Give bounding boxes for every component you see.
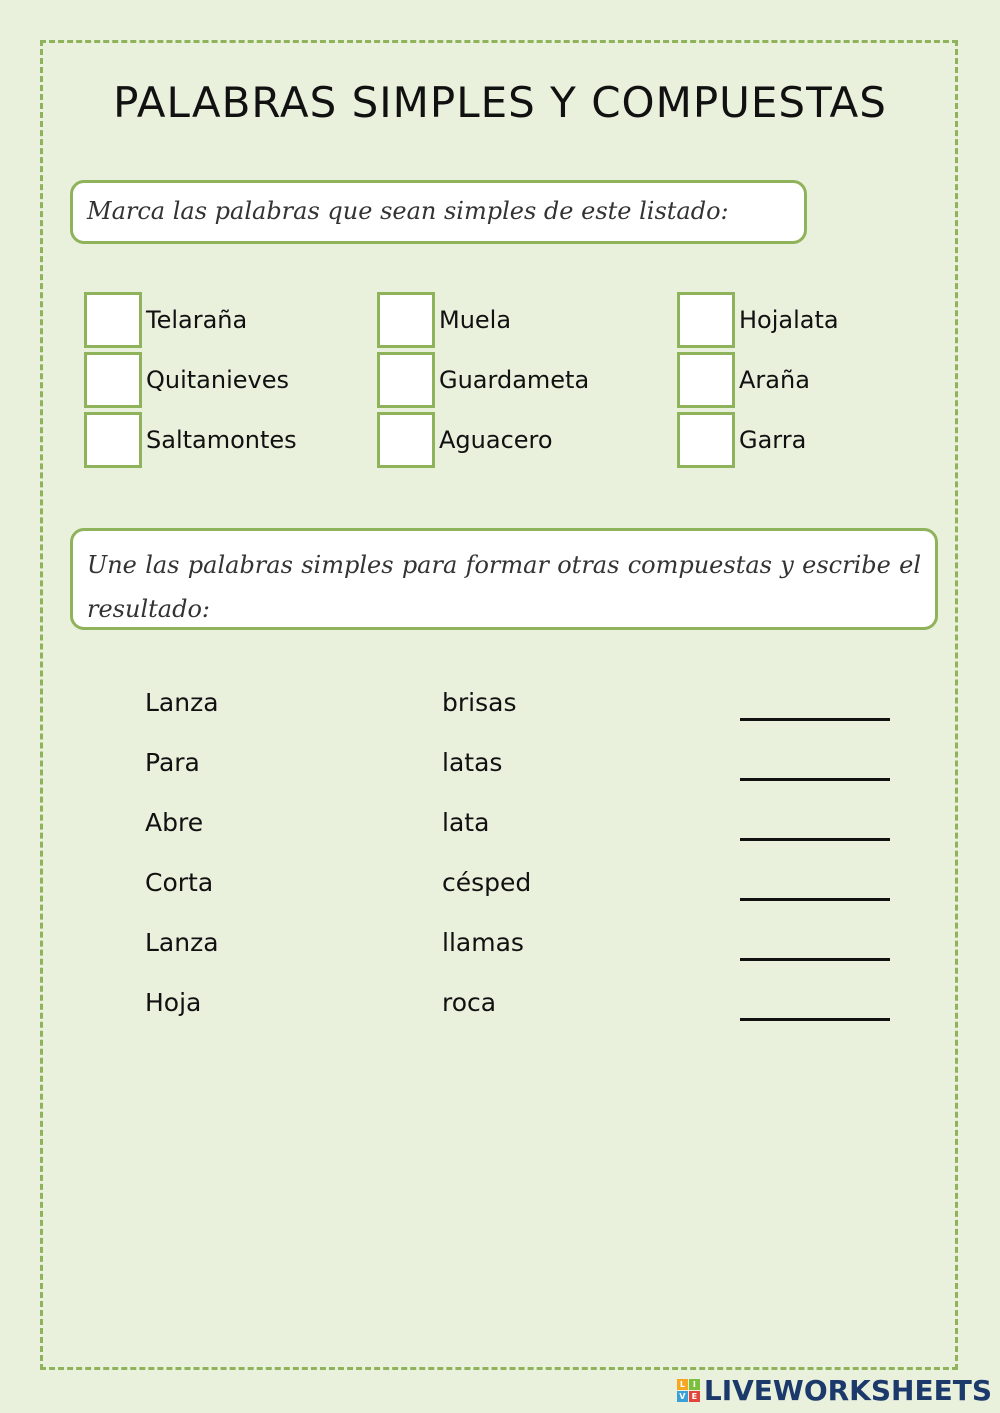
first-word: Lanza bbox=[145, 688, 219, 717]
logo-icon bbox=[677, 1379, 700, 1402]
word-label: Araña bbox=[739, 366, 810, 394]
checkbox[interactable] bbox=[377, 412, 435, 468]
logo-letter: I bbox=[689, 1379, 700, 1390]
first-word: Para bbox=[145, 748, 200, 777]
instruction-text-1: Marca las palabras que sean simples de este listado: bbox=[87, 197, 729, 225]
word-label: Hojalata bbox=[739, 306, 839, 334]
second-word: latas bbox=[442, 748, 503, 777]
word-label: Quitanieves bbox=[146, 366, 290, 394]
first-word: Hoja bbox=[145, 988, 202, 1017]
logo-letter: L bbox=[677, 1379, 688, 1390]
second-word: roca bbox=[442, 988, 497, 1017]
answer-blank[interactable] bbox=[740, 1018, 890, 1021]
word-pair-row bbox=[0, 800, 1000, 850]
first-word: Abre bbox=[145, 808, 204, 837]
checkbox[interactable] bbox=[677, 412, 735, 468]
checklist-item bbox=[84, 350, 289, 410]
word-label: Muela bbox=[439, 306, 512, 334]
answer-blank[interactable] bbox=[740, 838, 890, 841]
word-label: Aguacero bbox=[439, 426, 553, 454]
checklist-item bbox=[677, 290, 839, 350]
word-label: Guardameta bbox=[439, 366, 590, 394]
word-label: Saltamontes bbox=[146, 426, 297, 454]
word-label: Telaraña bbox=[146, 306, 248, 334]
instruction-box-1 bbox=[70, 180, 807, 244]
page-title: PALABRAS SIMPLES Y COMPUESTAS bbox=[113, 78, 887, 127]
word-pair-row bbox=[0, 740, 1000, 790]
checkbox[interactable] bbox=[377, 352, 435, 408]
word-pair-row bbox=[0, 920, 1000, 970]
checkbox[interactable] bbox=[84, 292, 142, 348]
liveworksheets-logo bbox=[677, 1374, 992, 1407]
word-pair-row bbox=[0, 860, 1000, 910]
checkbox[interactable] bbox=[84, 412, 142, 468]
checklist-item bbox=[377, 410, 553, 470]
checkbox[interactable] bbox=[677, 352, 735, 408]
second-word: brisas bbox=[442, 688, 517, 717]
second-word: césped bbox=[442, 868, 532, 897]
logo-letter: V bbox=[677, 1391, 688, 1402]
word-pair-row bbox=[0, 980, 1000, 1030]
answer-blank[interactable] bbox=[740, 958, 890, 961]
second-word: llamas bbox=[442, 928, 524, 957]
instruction-text-2: Une las palabras simples para formar otras compuestas y escribe el resultado: bbox=[87, 551, 921, 623]
checklist-item bbox=[677, 410, 806, 470]
instruction-box-2 bbox=[70, 528, 938, 630]
answer-blank[interactable] bbox=[740, 718, 890, 721]
checklist-item bbox=[677, 350, 810, 410]
checkbox[interactable] bbox=[84, 352, 142, 408]
answer-blank[interactable] bbox=[740, 898, 890, 901]
checklist-item bbox=[84, 410, 297, 470]
checklist-item bbox=[377, 290, 511, 350]
second-word: lata bbox=[442, 808, 490, 837]
checklist-item bbox=[377, 350, 589, 410]
logo-letter: E bbox=[689, 1391, 700, 1402]
checkbox[interactable] bbox=[377, 292, 435, 348]
first-word: Corta bbox=[145, 868, 214, 897]
brand-name: LIVEWORKSHEETS bbox=[703, 1374, 992, 1407]
first-word: Lanza bbox=[145, 928, 219, 957]
answer-blank[interactable] bbox=[740, 778, 890, 781]
checklist-item bbox=[84, 290, 247, 350]
word-label: Garra bbox=[739, 426, 807, 454]
word-pair-row bbox=[0, 680, 1000, 730]
checkbox[interactable] bbox=[677, 292, 735, 348]
